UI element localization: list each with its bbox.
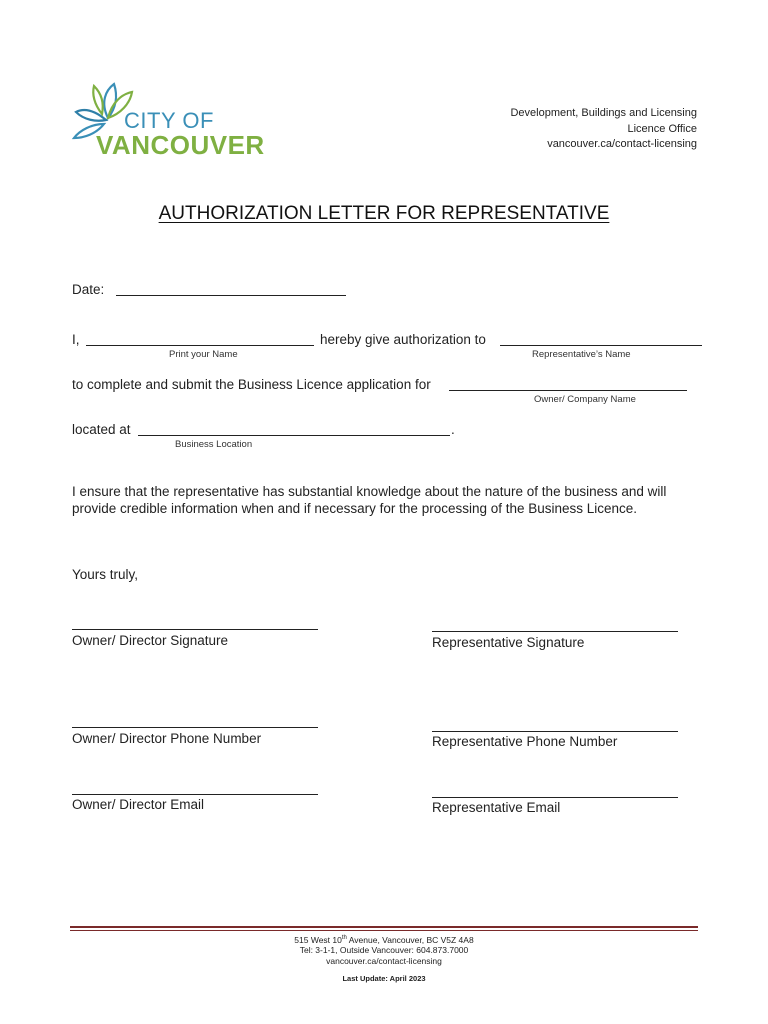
location-period: . — [451, 422, 455, 437]
company-name-line[interactable] — [449, 390, 687, 391]
owner-email-line[interactable] — [72, 794, 318, 795]
rep-phone-line[interactable] — [432, 731, 678, 732]
location-text: located at — [72, 422, 131, 437]
grantor-name-line[interactable] — [86, 345, 314, 346]
company-name-caption: Owner/ Company Name — [534, 394, 636, 405]
footer-website: vancouver.ca/contact-licensing — [326, 955, 442, 966]
rep-signature-line[interactable] — [432, 631, 678, 632]
logo-city-of: CITY OF — [124, 108, 214, 133]
footer — [0, 933, 768, 985]
rep-phone-label: Representative Phone Number — [432, 734, 618, 749]
statement-paragraph: I ensure that the representative has substantial knowledge about the nature of the business and will provide credible information when and if necessary for the processing of the Business Licence. — [72, 484, 667, 516]
rep-email-label: Representative Email — [432, 800, 561, 815]
business-location-line[interactable] — [138, 435, 450, 436]
office-info — [510, 106, 697, 153]
auth-prefix: I, — [72, 332, 80, 347]
document-title: AUTHORIZATION LETTER FOR REPRESENTATIVE — [158, 203, 610, 224]
footer-address: 515 West 10th Avenue, Vancouver, BC V5Z 4A8 — [294, 934, 474, 945]
footer-last-update: Last Update: April 2023 — [342, 974, 426, 984]
owner-signature-label: Owner/ Director Signature — [72, 633, 229, 648]
representative-name-line[interactable] — [500, 345, 702, 346]
footer-phone: Tel: 3-1-1, Outside Vancouver: 604.873.7000 — [299, 945, 469, 956]
auth-middle-text: hereby give authorization to — [320, 332, 486, 347]
print-name-caption: Print your Name — [169, 349, 238, 360]
date-field-line[interactable] — [116, 295, 346, 296]
office-website: vancouver.ca/contact-licensing — [547, 138, 697, 150]
rep-signature-label: Representative Signature — [432, 635, 585, 650]
department-name: Development, Buildings and Licensing — [510, 107, 697, 119]
document-title-wrap — [0, 203, 768, 225]
owner-signature-line[interactable] — [72, 629, 318, 630]
owner-phone-label: Owner/ Director Phone Number — [72, 731, 262, 746]
logo-vancouver: VANCOUVER — [96, 130, 265, 160]
footer-divider-thin — [70, 930, 698, 931]
office-name: Licence Office — [627, 122, 697, 135]
footer-divider — [70, 926, 698, 928]
closing-text: Yours truly, — [72, 567, 139, 582]
owner-phone-line[interactable] — [72, 727, 318, 728]
submit-text: to complete and submit the Business Licence application for — [72, 377, 431, 392]
date-label: Date: — [72, 282, 105, 297]
rep-email-line[interactable] — [432, 797, 678, 798]
business-location-caption: Business Location — [175, 439, 253, 450]
owner-email-label: Owner/ Director Email — [72, 797, 205, 812]
rep-name-caption: Representative’s Name — [532, 349, 631, 360]
